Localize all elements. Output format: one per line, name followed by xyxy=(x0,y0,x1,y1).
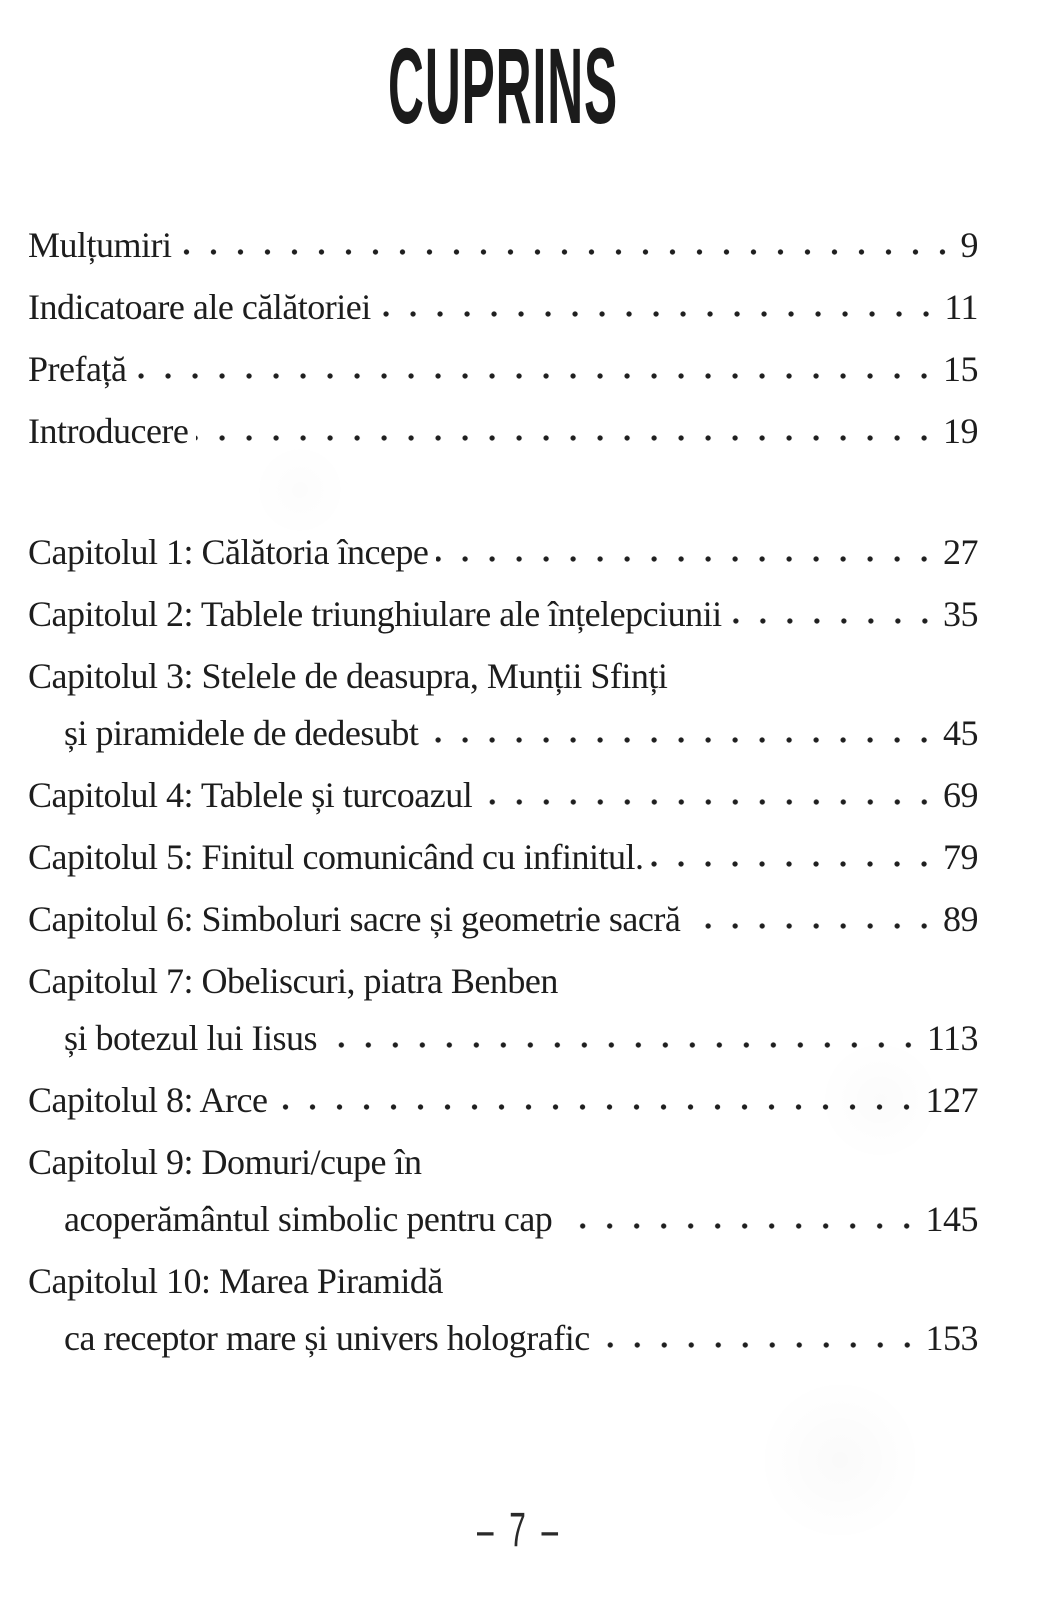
entry-page-number: 69 xyxy=(943,775,978,815)
entry-label: Capitolul 7: Obeliscuri, piatra Benben xyxy=(28,961,558,1001)
toc-entry xyxy=(28,217,978,274)
dot-leader xyxy=(196,433,940,443)
toc-entry xyxy=(28,279,978,336)
entry-label: Capitolul 5: Finitul comunicând cu infinitul. xyxy=(28,837,644,877)
entry-label: Capitolul 1: Călătoria începe xyxy=(28,532,429,572)
footer-page-number: – 7 – xyxy=(477,1504,562,1557)
entry-page-number: 27 xyxy=(943,532,978,572)
toc-entry xyxy=(28,648,978,762)
entry-page-number: 113 xyxy=(926,1018,978,1058)
entry-label: Capitolul 10: Marea Piramidă xyxy=(28,1261,443,1301)
toc-entry xyxy=(28,1134,978,1248)
toc-list xyxy=(28,217,978,1367)
entry-label: Capitolul 6: Simboluri sacre și geometrie sacră xyxy=(28,899,681,939)
entry-label: Introducere xyxy=(28,411,189,451)
dot-leader xyxy=(480,797,940,807)
entry-page-number: 89 xyxy=(943,899,978,939)
toc-entry xyxy=(28,829,978,886)
entry-page-number: 127 xyxy=(925,1080,978,1120)
toc-entry xyxy=(28,524,978,581)
entry-page-number: 15 xyxy=(943,349,978,389)
entry-page-number: 45 xyxy=(943,713,978,753)
page-title xyxy=(28,25,978,147)
toc-entry xyxy=(28,1253,978,1367)
toc-entry xyxy=(28,341,978,398)
dot-leader xyxy=(275,1102,922,1112)
entry-page-number: 11 xyxy=(944,287,978,327)
entry-label: Capitolul 4: Tablele și turcoazul xyxy=(28,775,473,815)
entry-page-number: 145 xyxy=(925,1199,978,1239)
dot-leader xyxy=(325,1040,924,1050)
dot-leader xyxy=(560,1221,922,1231)
dot-leader xyxy=(379,309,942,319)
entry-label-continuation: și botezul lui Iisus xyxy=(64,1018,317,1058)
toc-entry xyxy=(28,953,978,1067)
entry-label: Capitolul 3: Stelele de deasupra, Munții Sfinți xyxy=(28,656,668,696)
toc-entry xyxy=(28,767,978,824)
page-title-text: CUPRINS xyxy=(387,25,619,146)
entry-page-number: 79 xyxy=(943,837,978,877)
entry-label-continuation: acoperământul simbolic pentru cap xyxy=(64,1199,553,1239)
toc-entry xyxy=(28,1072,978,1129)
dot-leader xyxy=(436,554,940,564)
entry-page-number: 9 xyxy=(960,225,978,265)
dot-leader xyxy=(426,735,940,745)
entry-label: Capitolul 8: Arce xyxy=(28,1080,268,1120)
dot-leader xyxy=(134,371,940,381)
dot-leader xyxy=(730,616,940,626)
page-footer xyxy=(0,1503,1039,1558)
entry-label: Prefață xyxy=(28,349,127,389)
entry-label-continuation: ca receptor mare și univers holografic xyxy=(64,1318,590,1358)
entry-label-continuation: și piramidele de dedesubt xyxy=(64,713,419,753)
toc-entry xyxy=(28,586,978,643)
entry-label: Mulțumiri xyxy=(28,225,172,265)
entry-label: Capitolul 2: Tablele triunghiulare ale înțelepciunii xyxy=(28,594,722,634)
dot-leader xyxy=(688,921,940,931)
entry-page-number: 153 xyxy=(925,1318,978,1358)
entry-page-number: 35 xyxy=(943,594,978,634)
entry-page-number: 19 xyxy=(943,411,978,451)
dot-leader xyxy=(180,247,958,257)
dot-leader xyxy=(598,1340,923,1350)
toc-entry xyxy=(28,403,978,460)
entry-label: Indicatoare ale călătoriei xyxy=(28,287,371,327)
entry-label: Capitolul 9: Domuri/cupe în xyxy=(28,1142,422,1182)
toc-entry xyxy=(28,891,978,948)
dot-leader xyxy=(651,859,940,869)
